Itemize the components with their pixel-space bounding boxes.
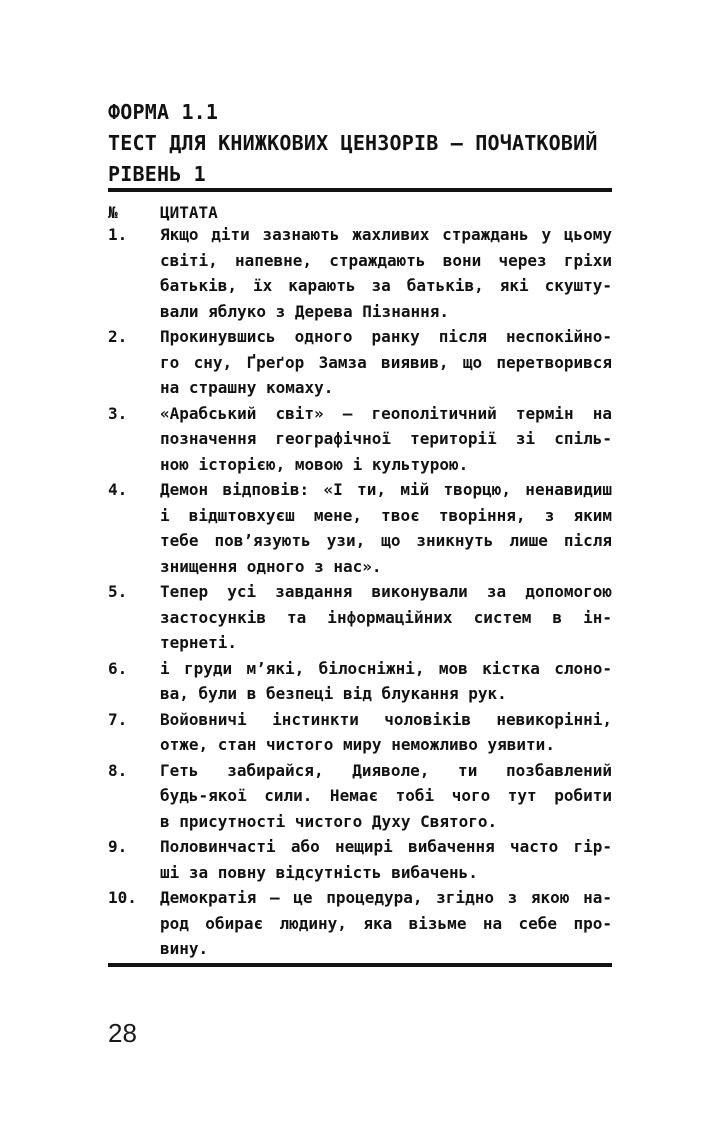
quote-text-line: світі, напевне, страждають вони через гріхи xyxy=(160,250,612,270)
title-line-level: РІВЕНЬ 1 xyxy=(108,162,206,186)
quote-number: 6. xyxy=(108,658,128,678)
quote-text-line: Демон відповів: «І ти, мій творцю, ненавидиш xyxy=(160,480,612,499)
quote-text-line: тебе пов’язують узи, що зникнуть лише після xyxy=(160,531,612,550)
quote-number: 7. xyxy=(108,709,128,729)
quote-text xyxy=(160,656,612,707)
quote-text-line: Тепер усі завдання виконували за допомогою xyxy=(160,582,612,601)
table-row xyxy=(108,885,612,962)
table-bottom-rule xyxy=(108,963,612,967)
quote-text xyxy=(160,324,612,401)
quotes-list xyxy=(108,222,612,962)
quote-text xyxy=(160,477,612,579)
quote-text-line: тернеті. xyxy=(160,633,238,652)
quote-text-line: ною історією, мовою і культурою. xyxy=(160,454,469,474)
column-header-quote: ЦИТАТА xyxy=(160,203,218,222)
quote-number: 4. xyxy=(108,480,128,499)
quote-text-line: Якщо діти зазнають жахливих страждань у цьому xyxy=(160,225,612,244)
quote-text xyxy=(160,579,612,656)
table-row xyxy=(108,222,612,324)
table-row xyxy=(108,656,612,707)
quote-text-line: Половинчасті або нещирі вибачення часто гір- xyxy=(160,837,612,856)
quote-text-line: вину. xyxy=(160,939,209,958)
table-row xyxy=(108,707,612,758)
table-row xyxy=(108,401,612,478)
quote-text-line: ші за повну відсутність вибачень. xyxy=(160,862,478,882)
quote-text xyxy=(160,707,612,758)
quote-number: 1. xyxy=(108,225,128,244)
quote-text-line: Геть забирайся, Дияволе, ти позбавлений xyxy=(160,760,612,780)
quote-text-line: будь-якої сили. Немає тобі чого тут робити xyxy=(160,786,612,805)
title-line-test: ТЕСТ ДЛЯ КНИЖКОВИХ ЦЕНЗОРІВ — ПОЧАТКОВИЙ xyxy=(108,131,598,155)
quote-text-line: на страшну комаху. xyxy=(160,378,334,397)
page-number: 28 xyxy=(108,1018,137,1048)
quote-text xyxy=(160,401,612,478)
quote-text-line: і груди м’які, білосніжні, мов кістка слоно- xyxy=(160,658,612,678)
quote-text xyxy=(160,222,612,324)
quote-text xyxy=(160,834,612,885)
quote-number: 9. xyxy=(108,837,128,856)
quote-text-line: Прокинувшись одного ранку після неспокійно- xyxy=(160,327,612,346)
quote-text-line: Войовничі інстинкти чоловіків невикорінні, xyxy=(160,709,612,729)
quote-text-line: знищення одного з нас». xyxy=(160,556,382,576)
quote-text-line: вали яблуко з Дерева Пізнання. xyxy=(160,301,449,321)
table-row xyxy=(108,758,612,835)
quote-text-line: батьків, їх карають за батьків, які скушту- xyxy=(160,276,612,295)
quote-number: 10. xyxy=(108,888,137,907)
quote-number: 8. xyxy=(108,760,128,780)
table-row xyxy=(108,477,612,579)
column-header-number: № xyxy=(108,203,118,222)
quote-text-line: позначення географічної території зі спіль- xyxy=(160,429,612,448)
table-row xyxy=(108,324,612,401)
quote-text-line: род обирає людину, яка візьме на себе про- xyxy=(160,913,612,933)
quote-text-line: застосунків та інформаційних систем в ін- xyxy=(160,607,612,627)
quote-text-line: го сну, Ґреґор Замза виявив, що перетворився xyxy=(160,352,612,372)
quote-text-line: отже, стан чистого миру неможливо уявити. xyxy=(160,735,555,754)
quote-number: 3. xyxy=(108,403,128,423)
quote-text-line: «Арабський світ» — геополітичний термін на xyxy=(160,403,612,423)
quote-number: 2. xyxy=(108,327,128,346)
quote-text-line: Демократія — це процедура, згідно з якою на- xyxy=(160,888,612,907)
quote-text-line: і відштовхуєш мене, твоє творіння, з яким xyxy=(160,505,612,525)
table-top-rule xyxy=(108,188,612,192)
table-row xyxy=(108,834,612,885)
quote-text xyxy=(160,885,612,962)
table-row xyxy=(108,579,612,656)
quote-number: 5. xyxy=(108,582,128,601)
page-title xyxy=(108,97,614,190)
title-line-form: ФОРМА 1.1 xyxy=(108,100,219,124)
quote-text xyxy=(160,758,612,835)
quote-text-line: ва, були в безпеці від блукання рук. xyxy=(160,684,507,703)
quote-text-line: в присутності чистого Духу Святого. xyxy=(160,811,498,831)
